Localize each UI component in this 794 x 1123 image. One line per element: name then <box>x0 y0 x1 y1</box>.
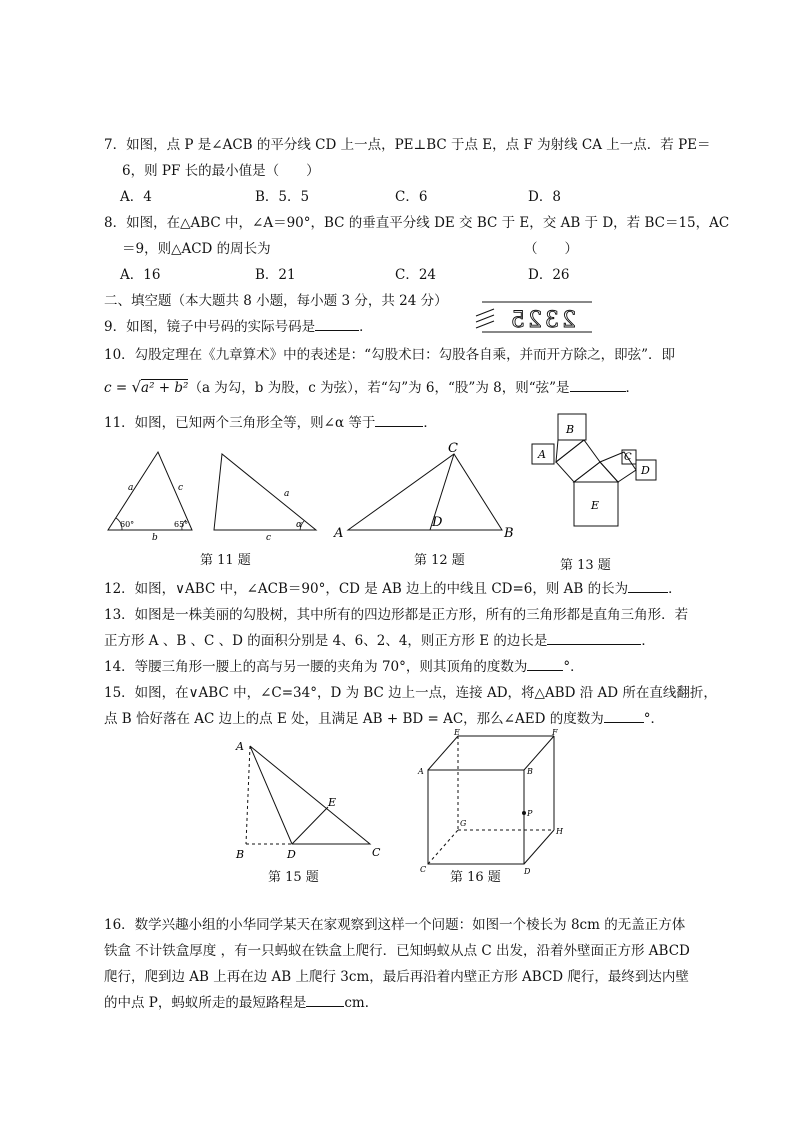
q9-text: 9．如图，镜子中号码的实际号码是 <box>104 319 316 335</box>
q16-line3: 爬行，爬到边 AB 上再在边 AB 上爬行 3cm，最后再沿着内壁正方形 ABCD 爬行，最终到达内壁 <box>104 969 689 985</box>
fig16-label-G: G <box>460 819 467 828</box>
q16-end: cm． <box>344 995 379 1011</box>
fig11-angle-60: 60° <box>120 520 135 529</box>
q15-line2 <box>104 710 664 728</box>
fig13-label-B: B <box>566 423 575 436</box>
q7-option-b: B．5．5 <box>255 189 310 205</box>
fig15-label-A: A <box>236 740 244 753</box>
q14-answer-blank[interactable] <box>527 658 563 671</box>
fig16-label-C: C <box>420 865 427 874</box>
fig16-label-H: H <box>556 827 563 836</box>
fig15-label-E: E <box>328 796 337 809</box>
q13-line2 <box>104 632 655 650</box>
fig11-label-a-right: a <box>284 489 290 499</box>
fig13-label-A: A <box>538 448 546 461</box>
q16-answer-blank[interactable] <box>306 994 344 1007</box>
q13-end: ． <box>641 633 655 649</box>
q7-option-c: C．6 <box>395 189 428 205</box>
fig11-label-alpha: α <box>296 520 303 530</box>
mirror-number-text: 2325 <box>508 308 576 333</box>
fig13-label-E: E <box>591 499 600 512</box>
fig13-label-C: C <box>624 452 632 463</box>
caption-fig-16: 第 16 题 <box>450 870 501 885</box>
fig11-label-c-right: c <box>266 533 272 543</box>
q10-answer-blank[interactable] <box>570 379 626 392</box>
fig11-label-b-left: b <box>152 533 158 543</box>
q8-line1: 8．如图，在△ABC 中，∠A＝90°，BC 的垂直平分线 DE 交 BC 于 E，交 AB 于 D，若 BC＝15，AC <box>104 215 730 231</box>
q13-line1: 13．如图是一株美丽的勾股树，其中所有的四边形都是正方形，所有的三角形都是直角三角形．若 <box>104 607 689 623</box>
q14-line <box>104 658 584 676</box>
q8-option-d: D．26 <box>528 267 570 283</box>
section-heading-fill-in: 二、填空题（本大题共 8 小题，每小题 3 分，共 24 分） <box>104 293 448 309</box>
caption-fig-13: 第 13 题 <box>560 558 611 573</box>
q15-text: 点 B 恰好落在 AC 边上的点 E 处，且满足 AB + BD = AC，那么∠AED 的度数为 <box>104 711 604 727</box>
q15-answer-blank[interactable] <box>604 710 644 723</box>
fig16-label-F: F <box>552 728 558 737</box>
figure-16-cube <box>410 728 570 876</box>
q10-formula-lhs: c = <box>104 380 132 396</box>
fig12-label-C: C <box>448 441 458 456</box>
fig12-label-D: D <box>432 515 443 530</box>
fig13-label-D: D <box>641 464 650 477</box>
q12-end: ． <box>668 581 682 597</box>
q10-end: ． <box>625 380 639 396</box>
q16-line2: 铁盒 不计铁盒厚度 ，有一只蚂蚁在铁盒上爬行．已知蚂蚁从点 C 出发，沿着外壁面正方形 ABCD <box>104 943 690 959</box>
q12-text: 12．如图，∨ABC 中，∠ACB＝90°，CD 是 AB 边上的中线且 CD=6，则 AB 的长为 <box>104 581 629 597</box>
q8-line2: ＝9，则△ACD 的周长为 <box>122 241 271 257</box>
q9-line <box>104 318 373 336</box>
fig16-point-P <box>522 811 526 815</box>
fig12-label-A: A <box>334 526 344 541</box>
fig11-label-c-left: c <box>178 483 184 493</box>
caption-fig-15: 第 15 题 <box>268 870 319 885</box>
q10-line2 <box>104 378 639 397</box>
fig11-angle-65: 65° <box>174 520 189 529</box>
figure-11-triangles <box>104 440 334 550</box>
fig15-label-D: D <box>287 848 296 861</box>
q15-end: °． <box>643 711 664 727</box>
mirror-number-figure <box>472 296 600 336</box>
figure-13-pythagoras-tree <box>528 412 660 552</box>
q7-line1: 7．如图，点 P 是∠ACB 的平分线 CD 上一点，PE⊥BC 于点 E，点 F 为射线 CA 上一点．若 PE＝ <box>104 137 711 153</box>
fig16-label-B: B <box>527 767 533 776</box>
sqrt-sign-icon: √ <box>131 378 142 396</box>
q11-line <box>104 414 437 432</box>
figure-12-triangle <box>330 440 520 544</box>
q8-option-b: B．21 <box>255 267 296 283</box>
q10-text: （a 为勾，b 为股，c 为弦），若“勾”为 6，“股”为 8，则“弦”是 <box>188 380 570 396</box>
q11-answer-blank[interactable] <box>375 414 423 427</box>
q7-option-a: A．4 <box>120 189 152 205</box>
q8-option-a: A．16 <box>120 267 161 283</box>
q10-line1: 10．勾股定理在《九章算术》中的表述是：“勾股术曰：勾股各自乘，并而开方除之，即弦”．即 <box>104 347 675 363</box>
q9-answer-blank[interactable] <box>315 318 359 331</box>
caption-fig-12: 第 12 题 <box>414 553 465 568</box>
q12-line <box>104 580 682 598</box>
fig16-label-D: D <box>524 867 531 876</box>
fig16-label-P: P <box>527 809 533 818</box>
fig12-label-B: B <box>504 526 514 541</box>
q7-option-d: D．8 <box>528 189 561 205</box>
fig15-label-C: C <box>372 846 381 859</box>
q14-text: 14．等腰三角形一腰上的高与另一腰的夹角为 70°，则其顶角的度数为 <box>104 659 528 675</box>
q13-answer-blank[interactable] <box>547 632 641 645</box>
q13-text: 正方形 A 、B 、C 、D 的面积分别是 4、6、2、4，则正方形 E 的边长是 <box>104 633 548 649</box>
q7-line2: 6，则 PF 长的最小值是（ ） <box>122 163 320 179</box>
q16-line1: 16．数学兴趣小组的小华同学某天在家观察到这样一个问题：如图一个棱长为 8cm 的无盖正方体 <box>104 917 686 933</box>
q15-line1: 15．如图，在∨ABC 中，∠C=34°，D 为 BC 边上一点，连接 AD，将△ABD 沿 AD 所在直线翻折， <box>104 685 717 701</box>
fig11-label-a-left: a <box>128 483 134 493</box>
q12-answer-blank[interactable] <box>628 580 668 593</box>
q8-answer-paren: （ ） <box>524 241 578 257</box>
q8-option-c: C．24 <box>395 267 437 283</box>
q9-end: ． <box>359 319 373 335</box>
q16-text: 的中点 P，蚂蚁所走的最短路程是 <box>104 995 307 1011</box>
q11-text: 11．如图，已知两个三角形全等，则∠α 等于 <box>104 415 376 431</box>
figure-15-fold <box>230 736 390 864</box>
fig16-label-E: E <box>454 728 460 737</box>
q14-end: °． <box>563 659 584 675</box>
fig16-label-A: A <box>418 767 424 776</box>
q16-line4 <box>104 994 378 1012</box>
q10-formula-radicand: a² + b² <box>141 380 189 396</box>
q11-end: ． <box>423 415 437 431</box>
fig15-label-B: B <box>236 848 245 861</box>
caption-fig-11: 第 11 题 <box>200 553 251 568</box>
